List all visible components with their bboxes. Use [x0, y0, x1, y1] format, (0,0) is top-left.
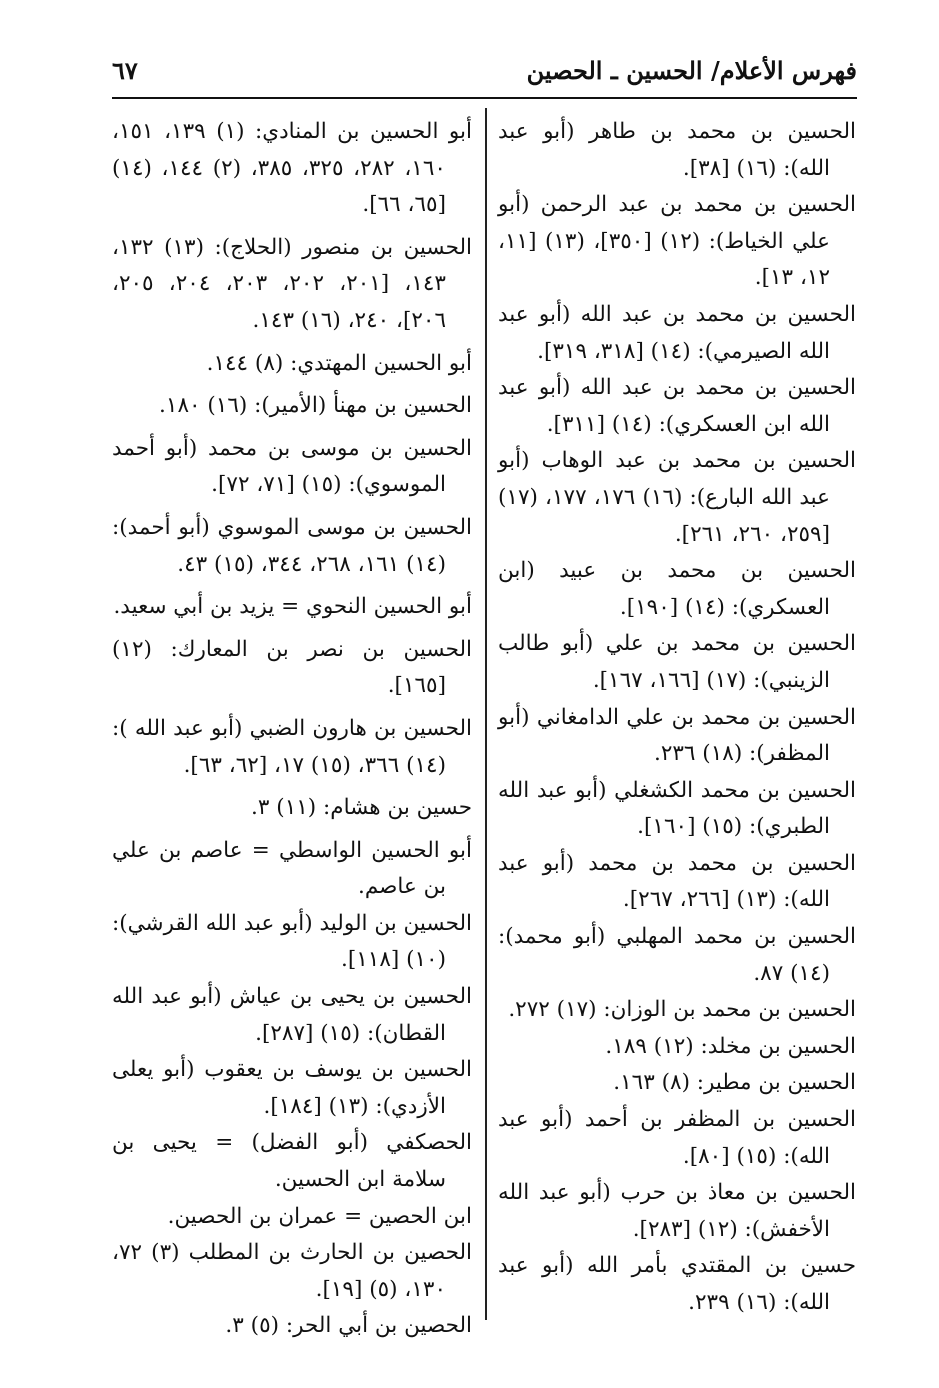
index-entry: الحسين بن محمد بن علي (أبو طالب الزينبي): (١٧) [١٦٦، ١٦٧].	[498, 631, 856, 693]
index-entry: الحسين بن محمد بن طاهر (أبو عبد الله): (١٦) [٣٨].	[498, 119, 856, 181]
index-entry: الحسين بن المظفر بن أحمد (أبو عبد الله): (١٥) [٨٠].	[498, 1107, 856, 1169]
running-title: فهرس الأعلام/ الحسين ـ الحصين	[526, 56, 857, 85]
index-entry: الحسين بن منصور (الحلاج): (١٣) ١٣٢، ١٤٣، [٢٠١، ٢٠٢، ٢٠٣، ٢٠٤، ٢٠٥، ٢٠٦]، ٢٤٠، (١٦) ١٤٣.	[112, 234, 473, 333]
index-entry: الحسين بن محمد المهلبي (أبو محمد): (١٤) ٨٧.	[498, 924, 856, 986]
index-entry: الحسين بن مخلد: (١٢) ١٨٩.	[605, 1033, 856, 1059]
index-entry: أبو الحسين المهتدي: (٨) ١٤٤.	[206, 350, 472, 376]
index-entry: أبو الحسين بن المنادي: (١) ١٣٩، ١٥١، ١٦٠، ٢٨٢، ٣٢٥، ٣٨٥، (٢) ١٤٤، (١٤) [٦٥، ٦٦].	[112, 119, 472, 218]
index-entry: الحسين بن محمد بن عبد الرحمن (أبو علي الخياط): (١٢) [٣٥٠]، (١٣) [١١، ١٢، ١٣].	[498, 192, 856, 291]
left-column	[112, 114, 472, 1345]
index-entry: حسين بن هشام: (١١) ٣.	[251, 795, 472, 821]
index-entry: الحسين بن محمد بن محمد (أبو عبد الله): (١٣) [٢٦٦، ٢٦٧].	[498, 850, 856, 913]
column-divider	[485, 108, 487, 1320]
index-entry: حسين بن المقتدي بأمر الله (أبو عبد الله): (١٦) ٢٣٩.	[498, 1253, 856, 1315]
index-entry: الحصكفي (أبو الفضل) = يحيى بن سلامة ابن الحسين.	[112, 1130, 472, 1193]
index-entry: الحسين بن محمد الكشغلي (أبو عبد الله الطبري): (١٥) [١٦٠].	[498, 777, 856, 840]
index-entry: الحسين بن محمد بن علي الدامغاني (أبو المظفر): (١٨) ٢٣٦.	[498, 704, 856, 767]
index-entry: الحسين بن مطير: (٨) ١٦٣.	[613, 1070, 856, 1096]
page-number: ٦٧	[112, 56, 138, 85]
index-entry: الحسين بن يوسف بن يعقوب (أبو يعلى الأزدي): (١٣) [١٨٤].	[112, 1057, 472, 1119]
index-entry: الحصين بن الحارث بن المطلب (٣) ٧٢، ١٣٠، (٥) [١٩].	[112, 1240, 472, 1302]
index-entry: الحسين بن محمد بن الوزان: (١٧) ٢٧٢.	[508, 997, 856, 1023]
index-entry: الحسين بن نصر بن المعارك: (١٢) [١٦٥].	[112, 636, 472, 699]
index-entry: ابن الحصين = عمران بن الحصين.	[167, 1203, 472, 1229]
index-entry: الحسين بن محمد بن عبيد (ابن العسكري): (١٤) [١٩٠].	[498, 558, 856, 620]
index-entry: الحسين بن الوليد (أبو عبد الله القرشي): (١٠) [١١٨].	[112, 910, 472, 973]
index-entry: أبو الحسين الواسطي = عاصم بن علي بن عاصم.	[112, 837, 472, 900]
index-entry: أبو الحسين النحوي = يزيد بن أبي سعيد.	[113, 594, 472, 620]
index-entry: الحسين بن محمد بن عبد الوهاب (أبو عبد الله البارع): (١٦) ١٧٦، ١٧٧، (١٧) [٢٥٩، ٢٦٠، ٢٦١].	[498, 448, 856, 547]
index-entry: الحصين بن أبي الحر: (٥) ٣.	[225, 1313, 472, 1339]
index-entry: الحسين بن معاذ بن حرب (أبو عبد الله الأخفش): (١٢) [٢٨٣].	[498, 1180, 856, 1242]
header-rule	[112, 97, 857, 99]
right-column	[498, 114, 856, 1322]
index-entry: الحسين بن موسى بن محمد (أبو أحمد الموسوي): (١٥) [٧١، ٧٢].	[112, 435, 472, 498]
page-header	[112, 52, 857, 96]
index-entry: الحسين بن مهنأ (الأمير): (١٦) ١٨٠.	[159, 393, 472, 419]
index-entry: الحسين بن يحيى بن عياش (أبو عبد الله القطان): (١٥) [٢٨٧].	[112, 984, 472, 1046]
index-entry: الحسين بن محمد بن عبد الله (أبو عبد الله ابن العسكري): (١٤) [٣١١].	[498, 375, 856, 437]
index-entry: الحسين بن هارون الضبي (أبو عبد الله ): (١٤) ٣٦٦، (١٥) ١٧، [٦٢، ٦٣].	[112, 715, 472, 778]
index-entry: الحسين بن محمد بن عبد الله (أبو عبد الله الصيرمي): (١٤) [٣١٨، ٣١٩].	[498, 301, 856, 364]
index-entry: الحسين بن موسى الموسوي (أبو أحمد): (١٤) ١٦١، ٢٦٨، ٣٤٤، (١٥) ٤٣.	[112, 514, 472, 577]
